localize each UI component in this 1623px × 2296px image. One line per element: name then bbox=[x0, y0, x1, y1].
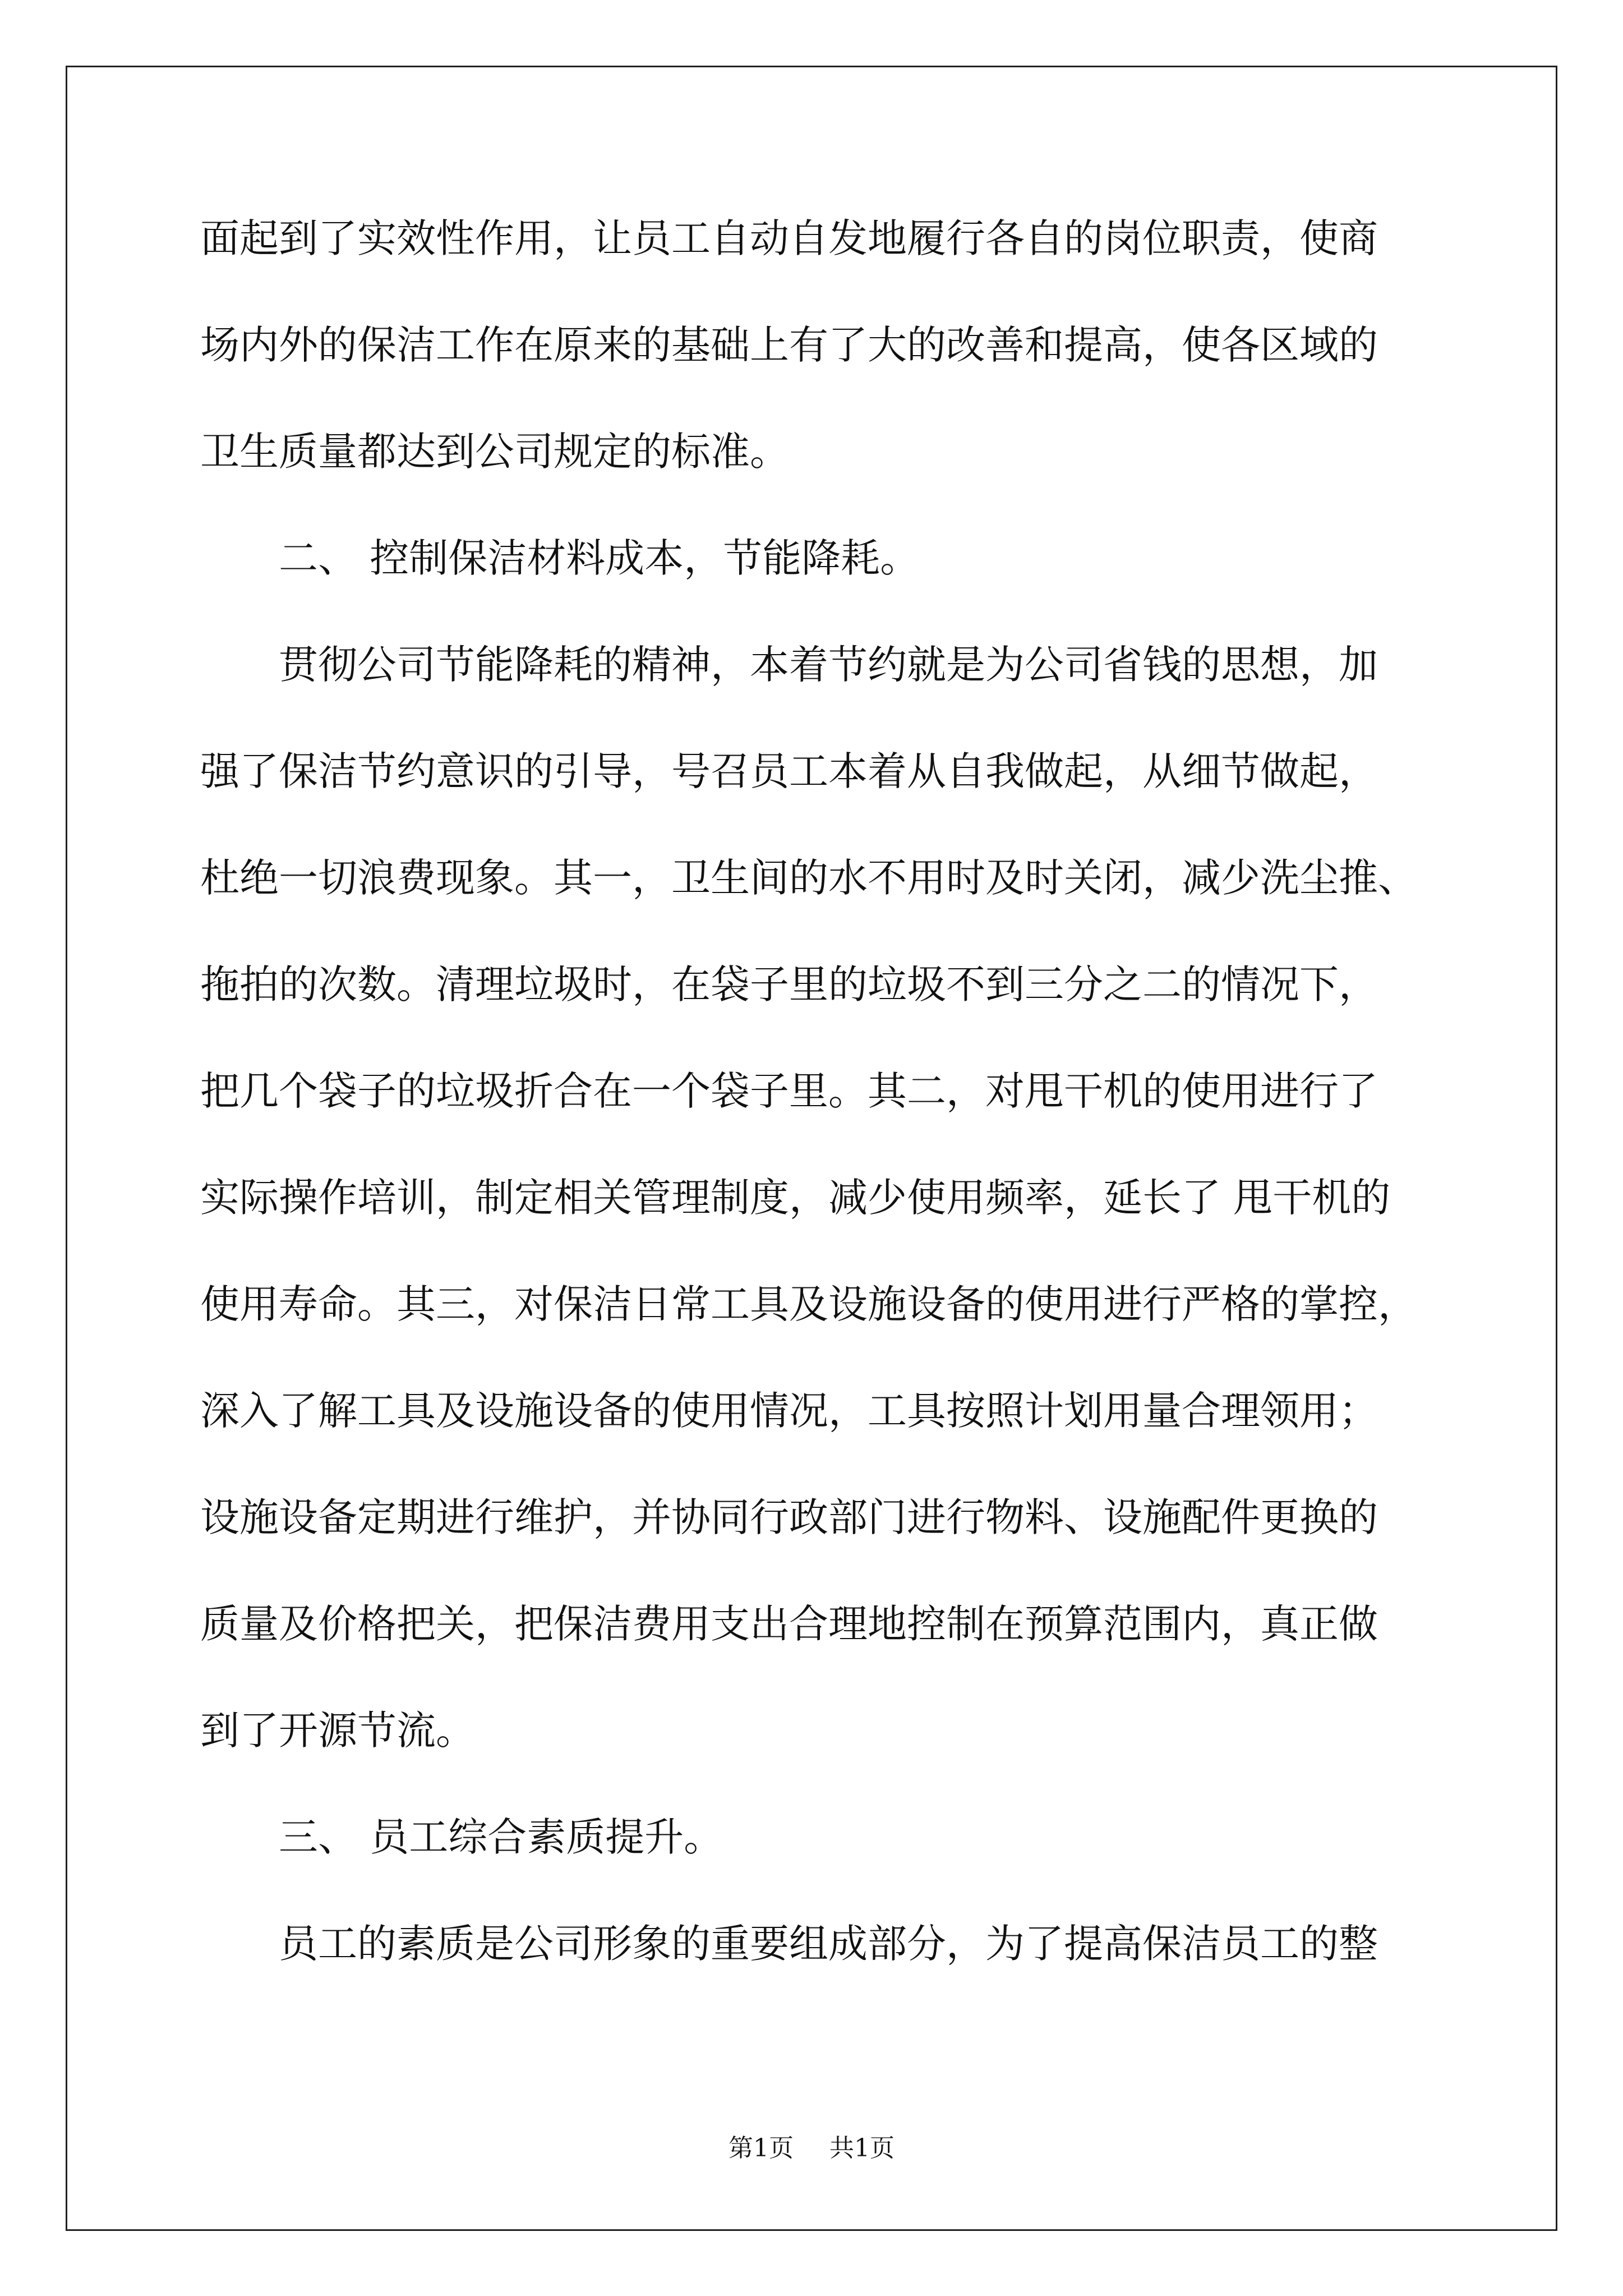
body-line: 把几个袋子的垃圾折合在一个袋子里。其二，对甩干机的使用进行了 bbox=[200, 1068, 1378, 1114]
section-heading: 三、 员工综合素质提升。 bbox=[200, 1814, 723, 1860]
body-line: 深入了解工具及设施设备的使用情况，工具按照计划用量合理领用； bbox=[200, 1388, 1378, 1434]
body-line: 杜绝一切浪费现象。其一，卫生间的水不用时及时关闭，减少洗尘推、 bbox=[200, 855, 1417, 901]
body-line: 使用寿命。其三，对保洁日常工具及设施设备的使用进行严格的掌控， bbox=[200, 1281, 1417, 1327]
body-line: 实际操作培训，制定相关管理制度，减少使用频率，延长了 甩干机的 bbox=[200, 1175, 1391, 1221]
body-line: 员工的素质是公司形象的重要组成部分，为了提高保洁员工的整 bbox=[200, 1921, 1378, 1967]
section-heading: 二、 控制保洁材料成本，节能降耗。 bbox=[200, 535, 920, 581]
body-line: 到了开源节流。 bbox=[200, 1708, 475, 1754]
body-line: 卫生质量都达到公司规定的标准。 bbox=[200, 429, 789, 475]
body-line: 拖拍的次数。清理垃圾时，在袋子里的垃圾不到三分之二的情况下， bbox=[200, 961, 1378, 1007]
page-number-total: 共1页 bbox=[829, 2134, 895, 2162]
body-line: 贯彻公司节能降耗的精神，本着节约就是为公司省钱的思想，加 bbox=[200, 642, 1378, 688]
body-line: 强了保洁节约意识的引导，号召员工本着从自我做起，从细节做起， bbox=[200, 748, 1378, 794]
body-line: 质量及价格把关，把保洁费用支出合理地控制在预算范围内，真正做 bbox=[200, 1601, 1378, 1647]
body-line: 面起到了实效性作用，让员工自动自发地履行各自的岗位职责，使商 bbox=[200, 215, 1378, 261]
document-body bbox=[200, 213, 1434, 2025]
body-line: 场内外的保洁工作在原来的基础上有了大的改善和提高，使各区域的 bbox=[200, 322, 1378, 368]
page-number-current: 第1页 bbox=[728, 2134, 794, 2162]
body-line: 设施设备定期进行维护，并协同行政部门进行物料、设施配件更换的 bbox=[200, 1494, 1378, 1540]
page-footer bbox=[0, 2132, 1623, 2165]
